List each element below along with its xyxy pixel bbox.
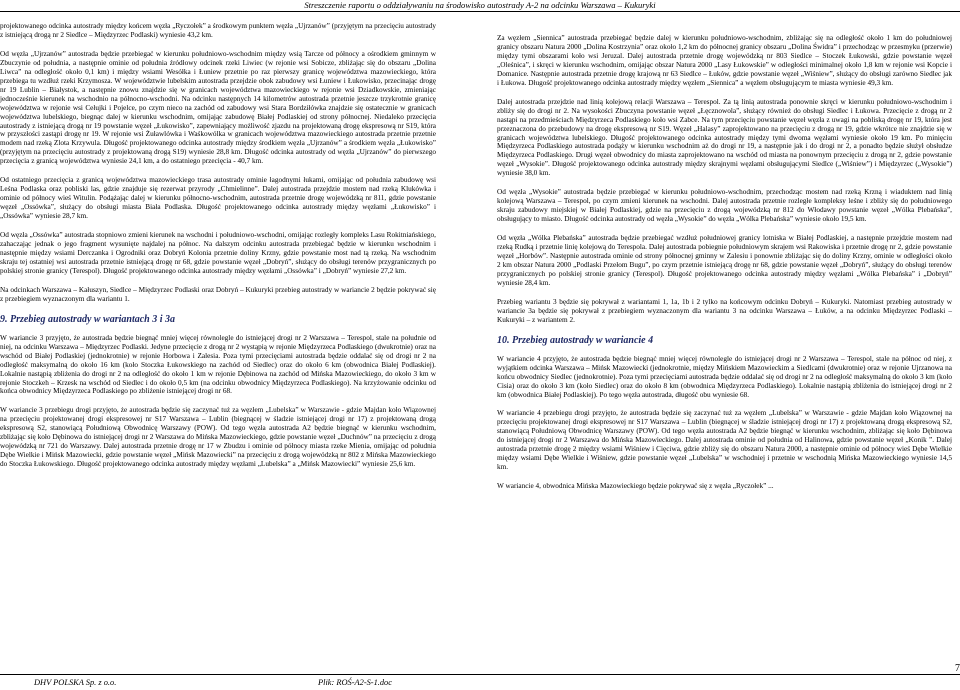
- right-column: [497, 34, 952, 668]
- paragraph: W wariancie 3 przebiegu drogi przyjęto, że autostrada będzie się zaczynać tuż za węzłem „Lubelska” w Warszawie - gdzie Majdan koło Wiązownej na przecięciu projektowanej drogi ekspresowej nr S17 Warszawa – Lublin (biegnącej w śladzie istniejącej drogi nr 17) z projektowaną drogą ekspresową S2, stanowiącą Południową Obwodnicę Warszawy (POW). Od tego węzła autostrada A2 będzie biegnąć w kierunku wschodnim, zbliżając się koło Dębinowa do istniejącej drogi nr 2 Warszawa do Mińska Mazowieckiego, gdzie powstanie węzeł „Duchnów” na przecięciu z drogą wojewódzką nr 721 do Warszawy. Dalej autostrada przetnie drogę nr 17 w Zbudzu i ominie od północy miasta rzeke Mienia, omijając od południa Dębe Wielkie i Mińsk Mazowiecki, gdzie powstanie węzeł „Mińsk Mazowiecki” na przecięciu z drogą wojewódzką nr 802 z Mińska Mazowieckiego do Stoczka Łukowskiego. Długość projektowanego odcinka autostrady między węzłami „Lubelska” a „Mińsk Mazowiecki” wyniesie 25,6 km.: [0, 406, 436, 469]
- paragraph: Od węzła „Ossówka” autostrada stopniowo zmieni kierunek na wschodni i południowo-wschodni, omijając rozległy kompleks Lasu Rokitniańskiego, zahaczając jednak o jego fragment wysunięte najdalej na północ. Na dalszym odcinku autostrada przebiegać będzie w kierunku wschodnim i następnie między wsiami Derczanka i Ogrodniki oraz Dobryń Kolonia przetnie doliny Krzny, gdzie powstanie most nad tą rzeką. Na wschodnim skraju tej ostatniej wsi autostrada przetnie istniejącą drogę nr 68, gdzie powstanie węzeł „Dobryń”, służący do obsługi terenów przygranicznych po polskiej stronie granicy (Terespol). Długość projektowanego odcinka autostrady między węzłami „Ossówka” i „Dobryń” wyniesie 27,2 km.: [0, 231, 436, 275]
- left-column: [0, 22, 436, 668]
- paragraph: Od ostatniego przecięcia z granicą województwa mazowieckiego trasa autostrady ominie łagodnymi łukami, omijając od południa zabudowę wsi Leśna Podlaska oraz pobliski las, gdzie znajduje się rezerwat przyrody „Chmielinne”. Dalej autostrada przejdzie mostem nad rzeką Klukówka i ominie od północy wieś Witulin. Podążając dalej w kierunku północno-wschodnim, autostrada przetnie drogę wojewódzką nr 811, gdzie powstanie węzeł „Ossówka”, służący do obsługi miasta Biała Podlaska. Długość projektowanego odcinka autostrady między węzłami „Łukowisko” i „Ossówka” wyniesie 28,7 km.: [0, 176, 436, 221]
- paragraph: Od węzła „Wólka Plebańska” autostrada będzie przebiegać wzdłuż południowej granicy lotniska w Białej Podlaskiej, a następnie przejdzie mostem nad rzeką Rudką i przetnie linię kolejową do Terespola. Dalej autostrada pobiegnie południowym skrajem wsi Rakowiska i przetnie drogę nr 2, gdzie powstanie węzeł „Horbów”. Następnie autostrada ominie od strony północnej gminny w Zalesiu i ponownie zbliżając się do doliny Krzny, ominie w odległości około 2 km obszar Natura 2000 „Podlaski Przełom Bugu”, po czym przetnie istniejącą drogę nr 68, gdzie powstanie węzeł „Dobryń”, służący do obsługi terenów przygranicznych po polskiej stronie granicy (Terespol). Długość projektowanego odcinka autostrady między węzłami „Wólka Plebańska” i „Dobryń” wyniesie 28,4 km.: [497, 234, 952, 287]
- paragraph: W wariancie 4 przebiegu drogi przyjęto, że autostrada będzie się zaczynać tuż za węzłem „Lubelska” w Warszawie - gdzie Majdan koło Wiązownej na przecięciu projektowanej drogi ekspresowej nr S17 Warszawa – Lublin (biegnącej w śladzie istniejącej drogi nr 17) z projektowaną drogą ekspresową S2, stanowiącą Południową Obwodnicę Warszawy (POW). Od tego węzła autostrada A2 będzie biegnąć w kierunku wschodnim, zbliżając się koło Dębinowa do istniejącej drogi nr 2 Warszawa do Mińska Mazowieckiego. Dalej autostrada ominie od południa od Halinowa, gdzie powstanie węzeł „Konik ”. Dalej autostrada przetnie drogę 2 między wsiami Wiśniew i Cięciwa, gdzie zbliży się do obszaru Natura 2000, a następnie ominie od północy wieś Dębe Wielkie między wsiami Dębe Wielkie i Wiśniew, gdzie powstanie węzeł „Lubelska” w wschodniej i przetnie w wschodnią Mińska Mazowieckiego wyniesie 14,5 km.: [497, 409, 952, 472]
- footer-filename: Plik: ROŚ-A2-S-1.doc: [318, 678, 392, 687]
- header-divider: [0, 11, 960, 12]
- paragraph: projektowanego odcinka autostrady między końcem węzła „Ryczołek” a środkowym punktem węzła „Ujrzanów” (przyjętym na przecięciu autostrady z istniejącą drogą nr 2 Siedlce – Międzyrzec Podlaski) wyniesie 43,2 km.: [0, 22, 436, 39]
- paragraph: W wariancie 3 przyjęto, że autostrada będzie biegnąć mniej więcej równolegle do istniejącej drogi nr 2 Warszawa – Terespol, stale na południe od niej, na odcinku Warszawa – Międzyrzec Podlaski. Jedyne przecięcie z drogą nr 2 wystąpią w rejonie Międzyrzeca Podlaskiego (dwukrotnie) oraz na wschód od Białej Podlaskiej (jednokrotnie) w rejonie Horbowa i Zalesia. Poza tymi przecięciami autostrada będzie oddalać się od drogi nr 2 na odległość maksymalną do około 16 km (koło Stoczka Łukowskiego na zachód od Siedlec) oraz do około 6 km (obwodnica Białej Podlaskiej). Lokalnie nastąpią zbliżenia do drogi nr 2 na odległość do około 1 km w rejonie Dębinowa na zachód od Mińska Mazowieckiego, do około 3 km w rejonie Stoczkeh – Krzesk na wschód od Siedlec i do około 0,5 km (na odcinku obwodnicy Międzyrzeca Podlaskiego). Na krzyżowanie odcinku od końca obwodnicy Międzyrzeca Podlaskiego po zbliżenie istniejącej drogi nr 68.: [0, 333, 436, 396]
- section-heading: 10. Przebieg autostrady w wariancie 4: [497, 334, 654, 346]
- footer-company: DHV POLSKA Sp. z o.o.: [34, 678, 117, 687]
- page-header: Streszczenie raportu o oddziaływaniu na środowisko autostrady A-2 na odcinku Warszawa – Kukuryki: [304, 0, 656, 10]
- paragraph: W wariancie 4 przyjęto, że autostrada będzie biegnąć mniej więcej równolegle do istniejącej drogi nr 2 Warszawa – Terespol, stale na północ od niej, z wyjątkiem odcinka Warszawa – Mińsk Mazowiecki (jednokrotnie, między Mińskiem Mazowieckim a Siedlcami (dwukrotnie) oraz w rejonie Ujrzanowa na końcu obwodnicy Siedlec (jednokrotnie). Poza tymi przecięciami autostrada będzie oddalać się od drogi nr 2 na odległość maksymalną do około 3 km (koło Cisia) oraz do około 3 km (koło Siedlec) oraz do około 8 km (obwodnica Międzyrzeca Podlaskiego). Lokalnie nastąpią zbliżenia do istniejącej drogi nr 2 km (obwodnica Białej Podlaskiej). Po tego węzła autostrada, długość obu wyniesie 68.: [497, 354, 952, 399]
- paragraph: Na odcinkach Warszawa – Kałuszyn, Siedlce – Międzyrzec Podlaski oraz Dobryń – Kukuryki przebieg autostrady w wariancie 2 będzie pokrywać się z przebiegiem wyznaczonym dla wariantu 1.: [0, 285, 436, 303]
- paragraph: Od węzła „Ujrzanów” autostrada będzie przebiegać w kierunku południowo-wschodnim między wsią Tarcze od północy a ośrodkiem gminnym w Zbuczynie od południa, a następnie ominie od południa źródłowy odcinek rzeki Liwiec (w rejonie wsi Sobicze, zbliżając się do obszaru „Dolina Liwca” na odległość około 0,1 km) i między wsiami Wesółka i Łuniew przetnie po raz pierwszy granicę województwa mazowieckiego, która przebiega tu wzdłuż rzeki Krzymosza. W województwie lubelskim autostrada przejdzie obok zabudowy wsi Łuniew i Łukowisko, przecinając drogę nr 19 Lublin – Białystok, a następnie znowu znajdzie się w granicach województwa mazowieckiego w rejonie wsi Dziadkowskie, zmieniając jednocześnie kierunek na wschodnio na północno-wschodni. Na odcinku następnych 14 kilometrów autostrada przetnie jeszcze trzykrotnie granicę województwa w rejonie wsi Cełujki i Pojelce, po czym nieco na zachód od zabudowy wsi Stara Bordziłówka znajdzie się ostatecznie w granicach województwa lubelskiego, biegnąc dalej w kierunku wschodnim, omijając zabudowę Białej Podlaskiej od strony północnej. Niedaleko przecięcia autostrady z istniejącą drogą nr 19 powstanie węzeł „Łukowisko”, zapewniający możliwość zjazdu na projektowaną drogę ekspresową nr S19, która w przyszłości zastąpi drogę nr 19. W rejonie wsi Żuławlówka i Waśkowólka w granicach województwa mazowieckiego autostrada przetnie przetnie modem nad rzeką Zlota Krzywula. Długość projektowanego odcinka autostrady między środkiem węzła „Ujrzanów” a środkiem węzła „Łukowisko” (przyjętym na przecięciu autostrady z projektowaną drogą S19) wyniesie 28,8 km. Długość odcinka autostrady od węzła „Ujrzanów” do pierwszego przecięcia z granicą województwa wyniesie 24,1 km, a do ostatniego przecięcia - 40,7 km.: [0, 49, 436, 166]
- paragraph: W wariancie 4, obwodnica Mińska Mazowieckiego będzie pokrywać się z węzła „Ryczołek” ...: [497, 482, 774, 491]
- footer-divider: [0, 674, 960, 675]
- paragraph: Od węzła „Wysokie” autostrada będzie przebiegać w kierunku południowo-wschodnim, przechodząc mostem nad rzeką Krzną i wiaduktem nad linią kolejową Warszawa – Terespol, po czym zmieni kierunek na wschodni. Dalej autostrada przetnie rozległe kompleksy leśne i zbliży się do południowego skraju zabudowy miejskiej w Białej Podlaskiej, gdzie na przecięciu z drogą wojewódzką nr 812 do Włodawy powstanie węzeł „Wólka Plebańska”, obsługujący to miasto. Długość odcinka autostrady od węzła „Wysokie” do węzła „Wólka Plebańska” wyniesie około 19,5 km.: [497, 188, 952, 224]
- paragraph: Dalej autostrada przejdzie nad linią kolejową relacji Warszawa – Terespol. Za tą linią autostrada ponownie skręci w kierunku południowo-wschodnim i zbliży się do drogi nr 2. Na wysokości Zbuczyna powstanie węzeł „Łęcznowola”, służący również do obsługi Siedlec i Łukowa. Przecięcie z drogą nr 2 nastąpi na przedmieściach Międzyrzeca Podlaskiego koło wsi Zabce. Na tym przecięciu powstanie węzeł węzła z uwagi na pobliską drogę nr 19, która jest przeznaczona do przebudowy na drogę ekspresową nr S19. Węzeł „Halasy” zaprojektowano na przecięciu z drogą nr 19, gdzie wkrótce nie znajdzie się w granicach województwa lubelskiego. Długość projektowanego odcinka autostrady między tymi dwoma węzłami wyniesie około 19 km. Po minięciu Międzyrzeca Podlaskiego autostrada podąży w kierunku wschodnim aż do drogi nr 19, a następnie jak i do drogi nr 2, a ponadto będzie służył obsłudze Międzyrzeca Podlaskiego. Drugi węzeł obwodnicy do miasta zaprojektowano na wschód od miasta na ponownym przecięciu z drogą nr 2, gdzie powstanie węzeł „Wysokie”. Długość projektowanego odcinka autostrady między skrajnymi węzłami obsługującymi Siedlce („Wiśniew”) i Międzyrzec („Wysokie”) wyniesie 38,0 km.: [497, 97, 952, 178]
- section-heading: 9. Przebieg autostrady w wariantach 3 i 3a: [0, 313, 176, 325]
- page-number: 7: [955, 663, 960, 674]
- paragraph: Za węzłem „Siennica” autostrada przebiegać będzie dalej w kierunku południowo-wschodnim, zbliżając się na odległość około 1 km do południowej granicy obszaru Natura 2000 „Dolina Kostrzynia” oraz około 1,2 km do północnej granicy obszaru „Dolina Świdra” i przechodząc w przesmyku (przerwie) między tymi obszarami koło wsi Jeruzal. Dalej autostrada przetnie drogę wojewódzką nr 803 Siedlce – Stoczek Łukowski, gdzie powstanie węzeł „Oleśnica”, i skręci w kierunku wschodnim, omijając obszar Natura 2000 „Lasy Łukowskie” w odległości minimalnej około 1,8 km w rejonie wsi Kopcie i Domanice. Następnie autostrada przetnie drogę krajową nr 63 Siedlce – Łuków, gdzie powstanie węzeł „Wiśniew”, służący do obsługi zarówno Siedlec jak i Łukowa. Długość projektowanego odcinka autostrady między węzłem „Siennica” a węzłem obsługującym te miasta wyniesie 49,3 km.: [497, 34, 952, 87]
- paragraph: Przebieg wariantu 3 będzie się pokrywał z wariantami 1, 1a, 1b i 2 tylko na końcowym odcinku Dobryń – Kukuryki. Natomiast przebieg autostrady w wariancie 3a będzie się pokrywał z przebiegiem wyznaczonym dla wariantu 3 na odcinku Warszawa – Łuków, a na odcinku Międzyrzec Podlaski – Kukuryki – z wariantem 2.: [497, 297, 952, 324]
